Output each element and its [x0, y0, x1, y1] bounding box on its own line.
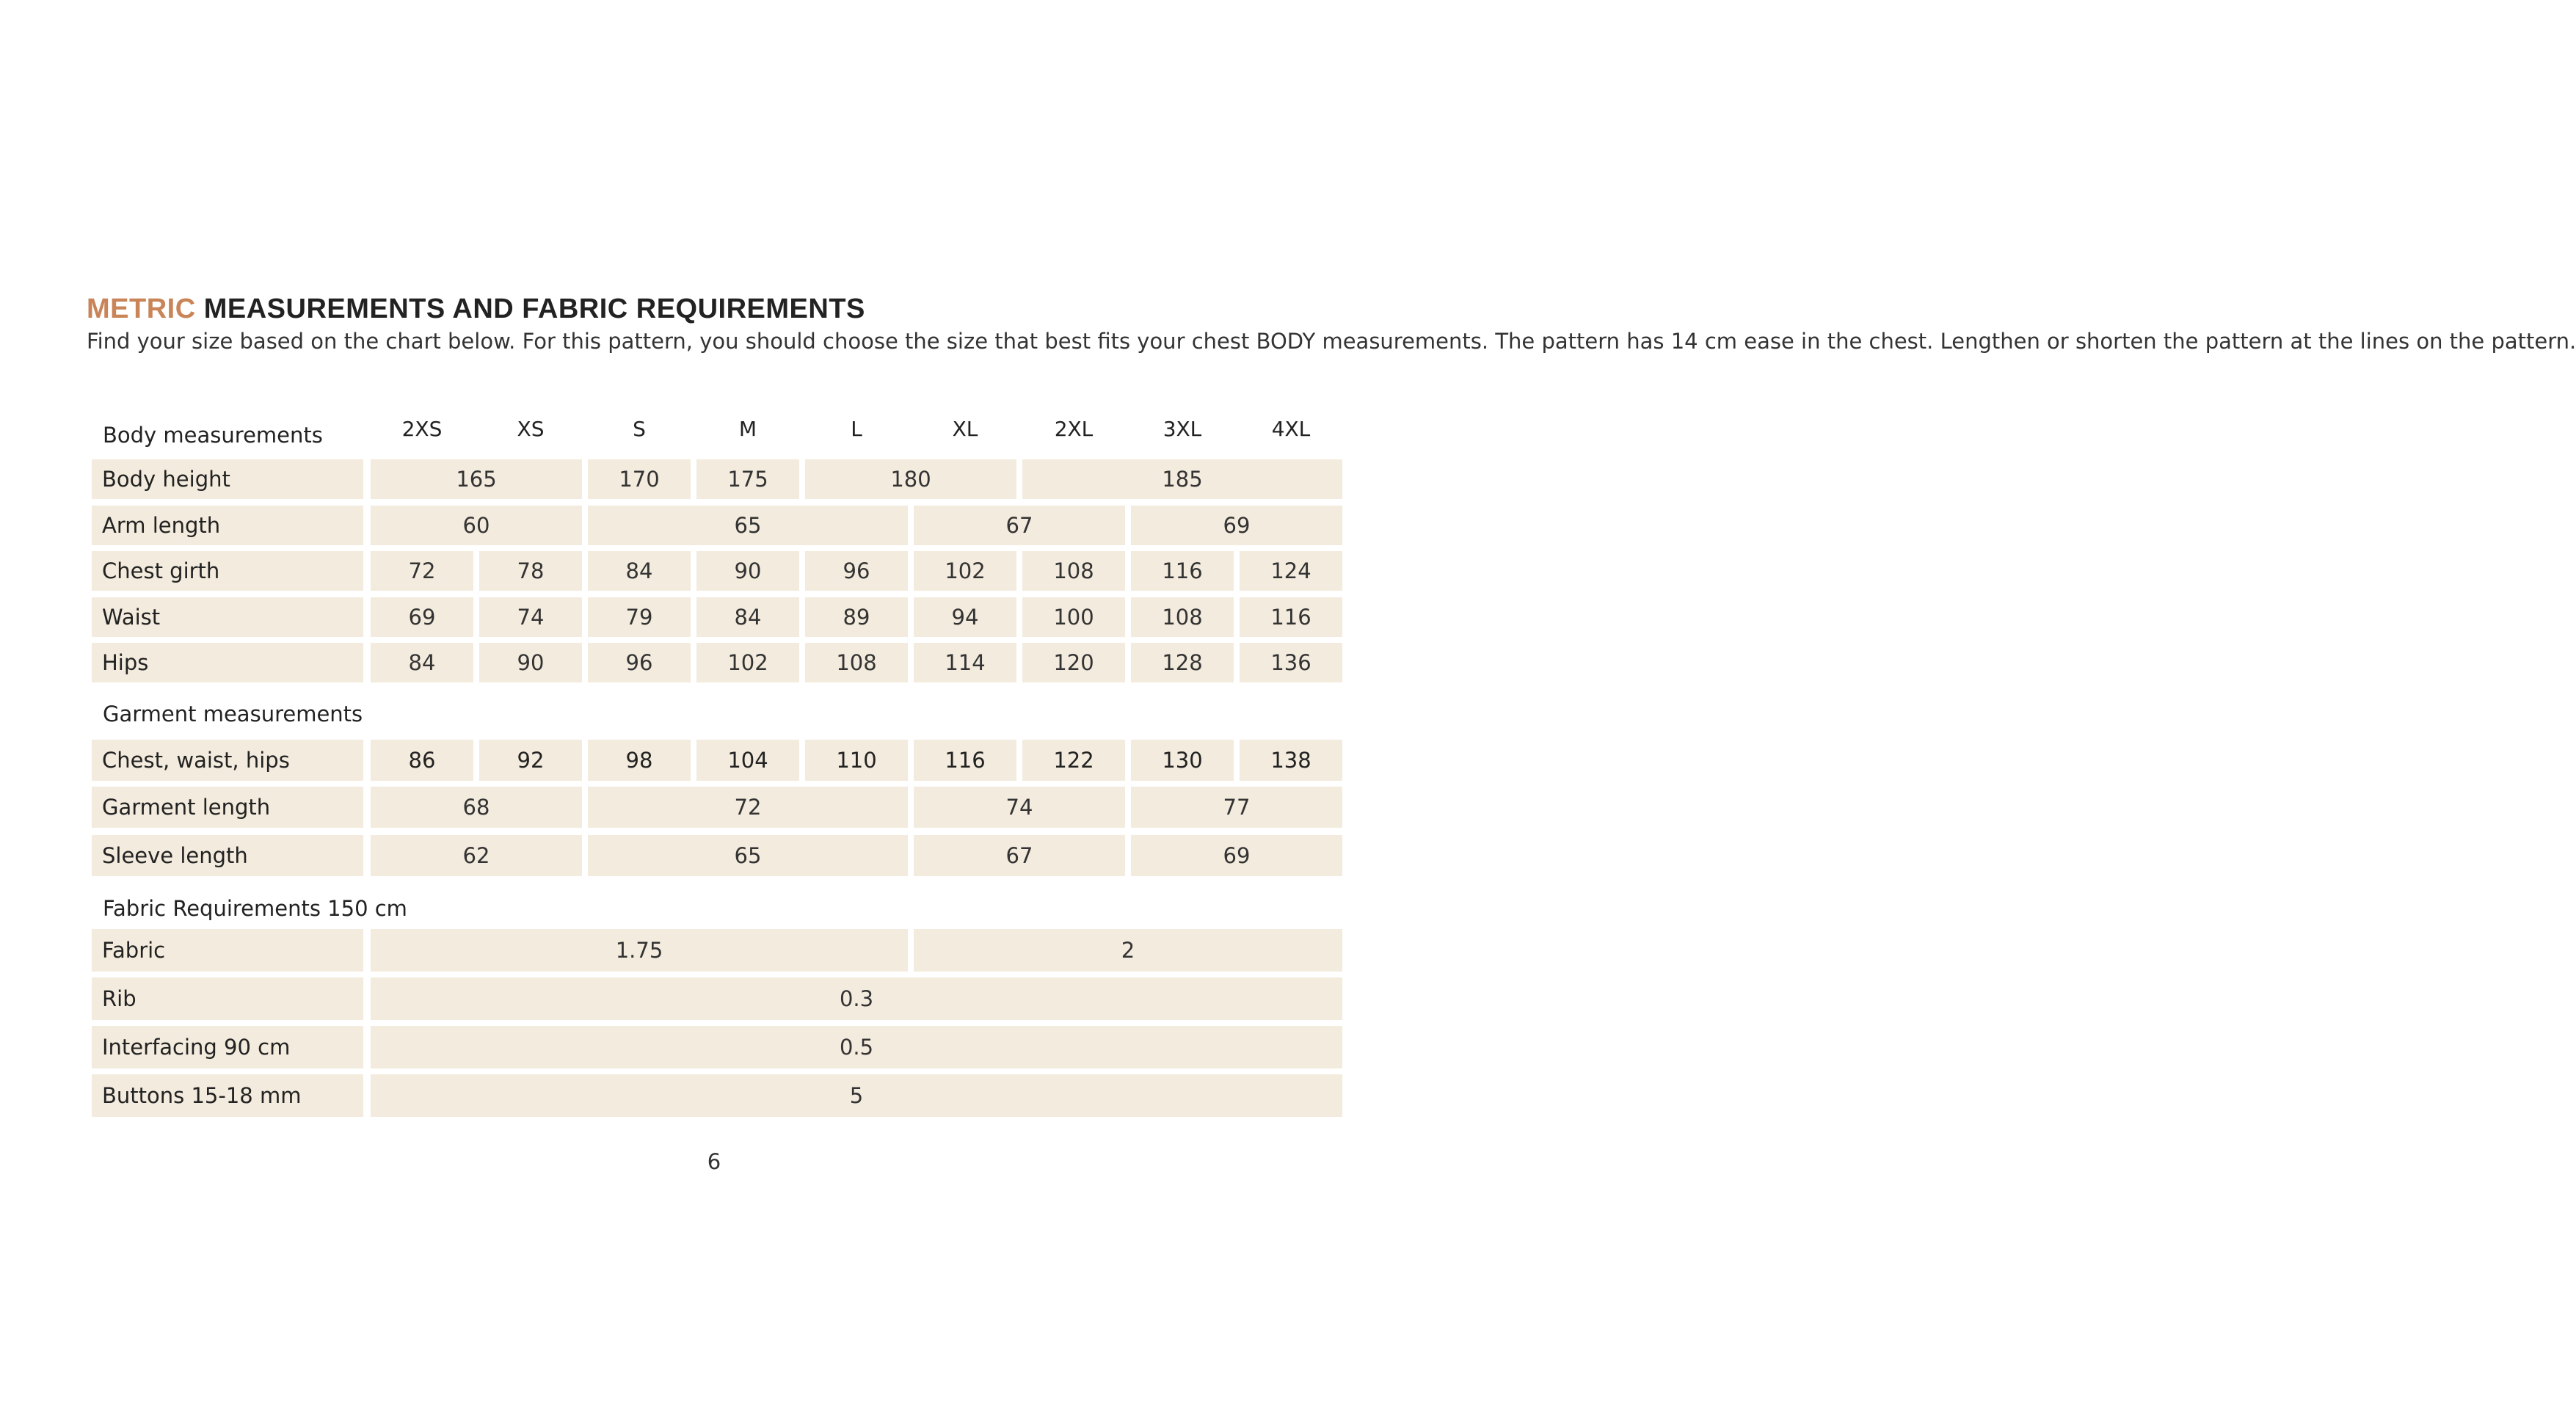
value-cell: 67 [914, 835, 1125, 876]
value-cell: 89 [805, 597, 908, 637]
value-cell: 84 [371, 643, 473, 682]
value-cell: 69 [371, 597, 473, 637]
row-label: Chest, waist, hips [92, 740, 363, 781]
value-cell: 104 [696, 740, 799, 781]
size-header-2xs: 2XS [401, 417, 443, 441]
value-cell: 68 [371, 787, 582, 828]
row-label: Interfacing 90 cm [92, 1026, 363, 1068]
value-cell: 92 [479, 740, 582, 781]
value-cell: 77 [1131, 787, 1342, 828]
value-cell: 84 [696, 597, 799, 637]
value-cell: 175 [696, 459, 799, 499]
row-label: Chest girth [92, 551, 363, 591]
value-cell: 65 [588, 835, 908, 876]
size-header-l: L [851, 417, 862, 441]
title-accent: METRIC [87, 294, 196, 324]
value-cell: 108 [805, 643, 908, 682]
value-cell: 67 [914, 506, 1125, 545]
size-header-m: M [738, 417, 757, 441]
value-cell: 110 [805, 740, 908, 781]
section-heading: Garment measurements [103, 702, 363, 726]
value-cell: 90 [479, 643, 582, 682]
value-cell: 65 [588, 506, 908, 545]
value-cell: 5 [371, 1074, 1342, 1117]
value-cell: 136 [1240, 643, 1342, 682]
value-cell: 74 [479, 597, 582, 637]
intro-text: Find your size based on the chart below. For this pattern, you should choose the size that best fits your chest BODY measurements. The pattern has 14 cm ease in the chest. Lengthen or shorten the pattern at the lines on the pattern. [87, 329, 2576, 354]
value-cell: 116 [1131, 551, 1234, 591]
value-cell: 120 [1022, 643, 1125, 682]
value-cell: 108 [1022, 551, 1125, 591]
value-cell: 74 [914, 787, 1125, 828]
value-cell: 180 [805, 459, 1016, 499]
value-cell: 60 [371, 506, 582, 545]
row-label: Fabric [92, 929, 363, 972]
title-rest: MEASUREMENTS AND FABRIC REQUIREMENTS [195, 294, 865, 324]
value-cell: 116 [914, 740, 1016, 781]
size-header-xl: XL [952, 417, 978, 441]
value-cell: 2 [914, 929, 1342, 972]
row-label: Garment length [92, 787, 363, 828]
row-label: Hips [92, 643, 363, 682]
size-header-4xl: 4XL [1271, 417, 1311, 441]
row-label: Waist [92, 597, 363, 637]
value-cell: 72 [588, 787, 908, 828]
section-heading: Body measurements [103, 423, 323, 448]
value-cell: 128 [1131, 643, 1234, 682]
value-cell: 90 [696, 551, 799, 591]
row-label: Body height [92, 459, 363, 499]
size-header-2xl: 2XL [1054, 417, 1094, 441]
value-cell: 78 [479, 551, 582, 591]
value-cell: 122 [1022, 740, 1125, 781]
value-cell: 108 [1131, 597, 1234, 637]
value-cell: 1.75 [371, 929, 908, 972]
value-cell: 86 [371, 740, 473, 781]
value-cell: 96 [588, 643, 691, 682]
row-label: Rib [92, 977, 363, 1020]
value-cell: 84 [588, 551, 691, 591]
value-cell: 96 [805, 551, 908, 591]
value-cell: 62 [371, 835, 582, 876]
value-cell: 165 [371, 459, 582, 499]
size-header-s: S [633, 417, 646, 441]
value-cell: 94 [914, 597, 1016, 637]
value-cell: 102 [914, 551, 1016, 591]
page-title [87, 294, 865, 325]
value-cell: 0.3 [371, 977, 1342, 1020]
value-cell: 124 [1240, 551, 1342, 591]
value-cell: 170 [588, 459, 691, 499]
value-cell: 185 [1022, 459, 1342, 499]
row-label: Buttons 15-18 mm [92, 1074, 363, 1117]
row-label: Sleeve length [92, 835, 363, 876]
value-cell: 69 [1131, 835, 1342, 876]
row-label: Arm length [92, 506, 363, 545]
value-cell: 69 [1131, 506, 1342, 545]
size-header-3xl: 3XL [1163, 417, 1202, 441]
section-heading: Fabric Requirements 150 cm [103, 896, 407, 921]
page-number: 6 [707, 1149, 721, 1174]
value-cell: 100 [1022, 597, 1125, 637]
value-cell: 72 [371, 551, 473, 591]
value-cell: 0.5 [371, 1026, 1342, 1068]
value-cell: 102 [696, 643, 799, 682]
value-cell: 79 [588, 597, 691, 637]
value-cell: 138 [1240, 740, 1342, 781]
value-cell: 114 [914, 643, 1016, 682]
value-cell: 130 [1131, 740, 1234, 781]
value-cell: 98 [588, 740, 691, 781]
value-cell: 116 [1240, 597, 1342, 637]
size-header-xs: XS [517, 417, 545, 441]
